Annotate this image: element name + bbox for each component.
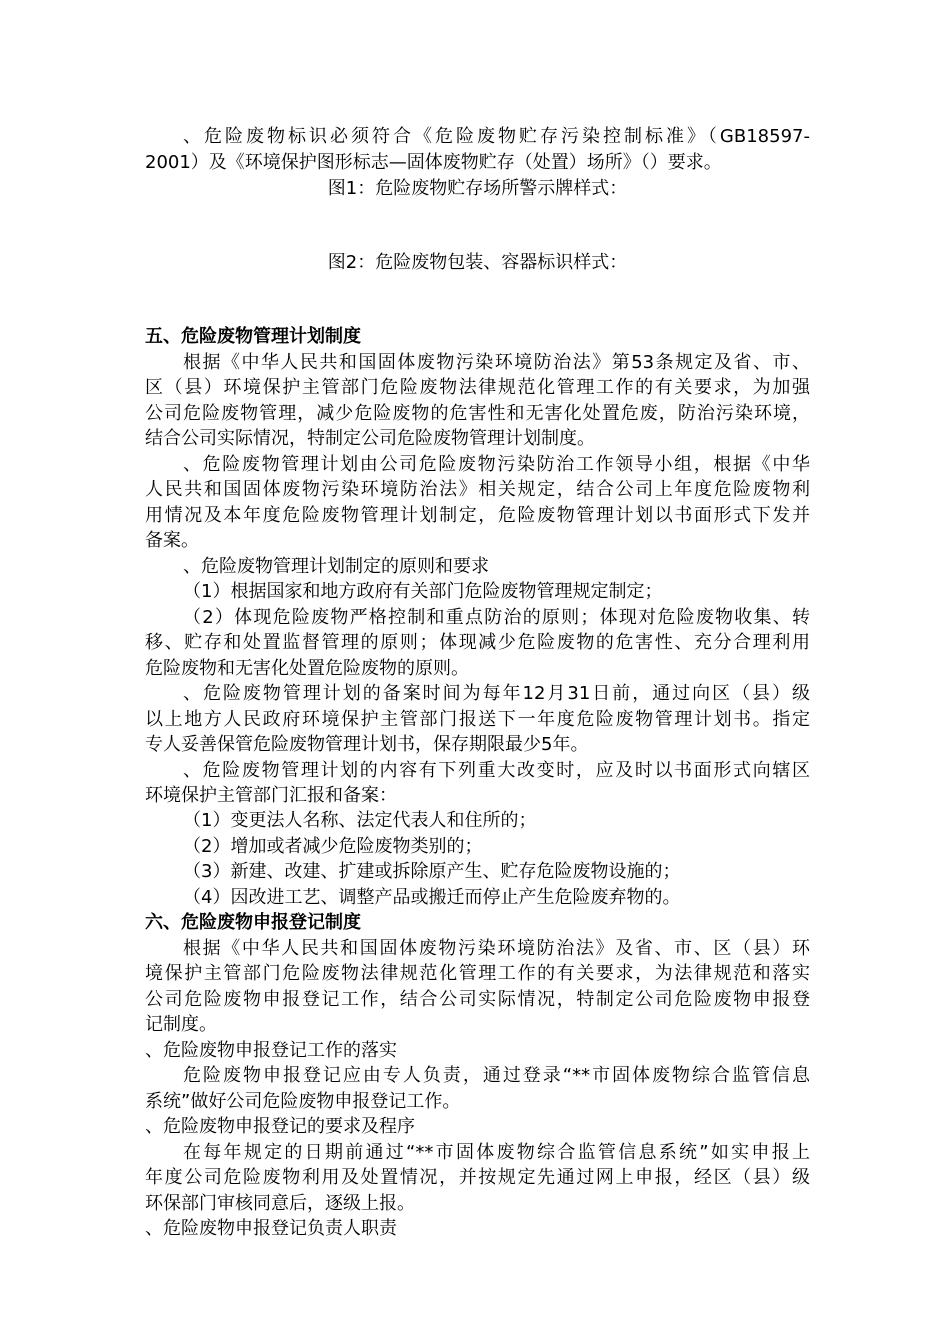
text-line: 系统”做好公司危险废物申报登记工作。 (145, 1091, 461, 1112)
text-line: 环境保护主管部门汇报和备案： (145, 785, 397, 806)
text-line: 境保护主管部门危险废物法律规范化管理工作的有关要求，为法律规范和落实 (145, 963, 810, 984)
text-line: 移、贮存和处置监督管理的原则；体现减少危险废物的危害性、充分合理利用 (145, 632, 810, 653)
figure-caption: 图1：危险废物贮存场所警示牌样式： (327, 178, 628, 199)
text-line: 2001）及《环境保护图形标志—固体废物贮存（处置）场所》（）要求。 (145, 152, 722, 173)
subheading: 、危险废物申报登记工作的落实 (145, 1040, 397, 1061)
text-line: 年度公司危险废物利用及处置情况，并按规定先通过网上申报，经区（县）级 (145, 1167, 810, 1188)
text-line: 、危险废物标识必须符合《危险废物贮存污染控制标准》（GB18597- (183, 126, 810, 147)
text-line: 用情况及本年度危险废物管理计划制定，危险废物管理计划以书面形式下发并 (145, 505, 810, 526)
list-item: （4）因改进工艺、调整产品或搬迁而停止产生危险废弃物的。 (183, 887, 681, 908)
text-line: 结合公司实际情况，特制定公司危险废物管理计划制度。 (145, 428, 595, 449)
text-line: 、危险废物管理计划由公司危险废物污染防治工作领导小组，根据《中华 (183, 454, 810, 475)
text-line: 、危险废物管理计划的内容有下列重大改变时，应及时以书面形式向辖区 (183, 760, 810, 781)
text-line: 公司危险废物管理，减少危险废物的危害性和无害化处置危废，防治污染环境， (145, 403, 810, 424)
text-line: 公司危险废物申报登记工作，结合公司实际情况，特制定公司危险废物申报登 (145, 989, 810, 1010)
text-line: 专人妥善保管危险废物管理计划书，保存期限最少5年。 (145, 734, 589, 755)
text-line: 在每年规定的日期前通过“**市固体废物综合监管信息系统”如实申报上 (183, 1142, 810, 1163)
text-line: 危险废物和无害化处置危险废物的原则。 (145, 658, 469, 679)
list-item: （2）体现危险废物严格控制和重点防治的原则；体现对危险废物收集、转 (183, 607, 810, 628)
text-line: 根据《中华人民共和国固体废物污染环境防治法》第53条规定及省、市、 (183, 352, 810, 373)
list-item: （3）新建、改建、扩建或拆除原产生、贮存危险废物设施的； (183, 861, 681, 882)
subheading: 、危险废物申报登记负责人职责 (145, 1218, 397, 1239)
text-line: 人民共和国固体废物污染环境防治法》相关规定，结合公司上年度危险废物利 (145, 479, 810, 500)
text-line: 根据《中华人民共和国固体废物污染环境防治法》及省、市、区（县）环 (183, 938, 810, 959)
text-line: 危险废物申报登记应由专人负责，通过登录“**市固体废物综合监管信息 (183, 1065, 810, 1086)
text-line: 记制度。 (145, 1014, 217, 1035)
section-heading: 五、危险废物管理计划制度 (145, 326, 361, 347)
text-line: 备案。 (145, 530, 199, 551)
figure-caption: 图2：危险废物包装、容器标识样式： (327, 252, 628, 273)
section-heading: 六、危险废物申报登记制度 (145, 912, 361, 933)
text-line: 、危险废物管理计划制定的原则和要求 (183, 556, 489, 577)
list-item: （1）变更法人名称、法定代表人和住所的； (183, 810, 537, 831)
text-line: 以上地方人民政府环境保护主管部门报送下一年度危险废物管理计划书。指定 (145, 709, 810, 730)
text-line: 、危险废物管理计划的备案时间为每年12月31日前，通过向区（县）级 (183, 683, 810, 704)
list-item: （1）根据国家和地方政府有关部门危险废物管理规定制定； (183, 581, 663, 602)
subheading: 、危险废物申报登记的要求及程序 (145, 1116, 415, 1137)
text-line: 环保部门审核同意后，逐级上报。 (145, 1193, 415, 1214)
text-line: 区（县）环境保护主管部门危险废物法律规范化管理工作的有关要求，为加强 (145, 377, 810, 398)
list-item: （2）增加或者减少危险废物类别的； (183, 836, 483, 857)
